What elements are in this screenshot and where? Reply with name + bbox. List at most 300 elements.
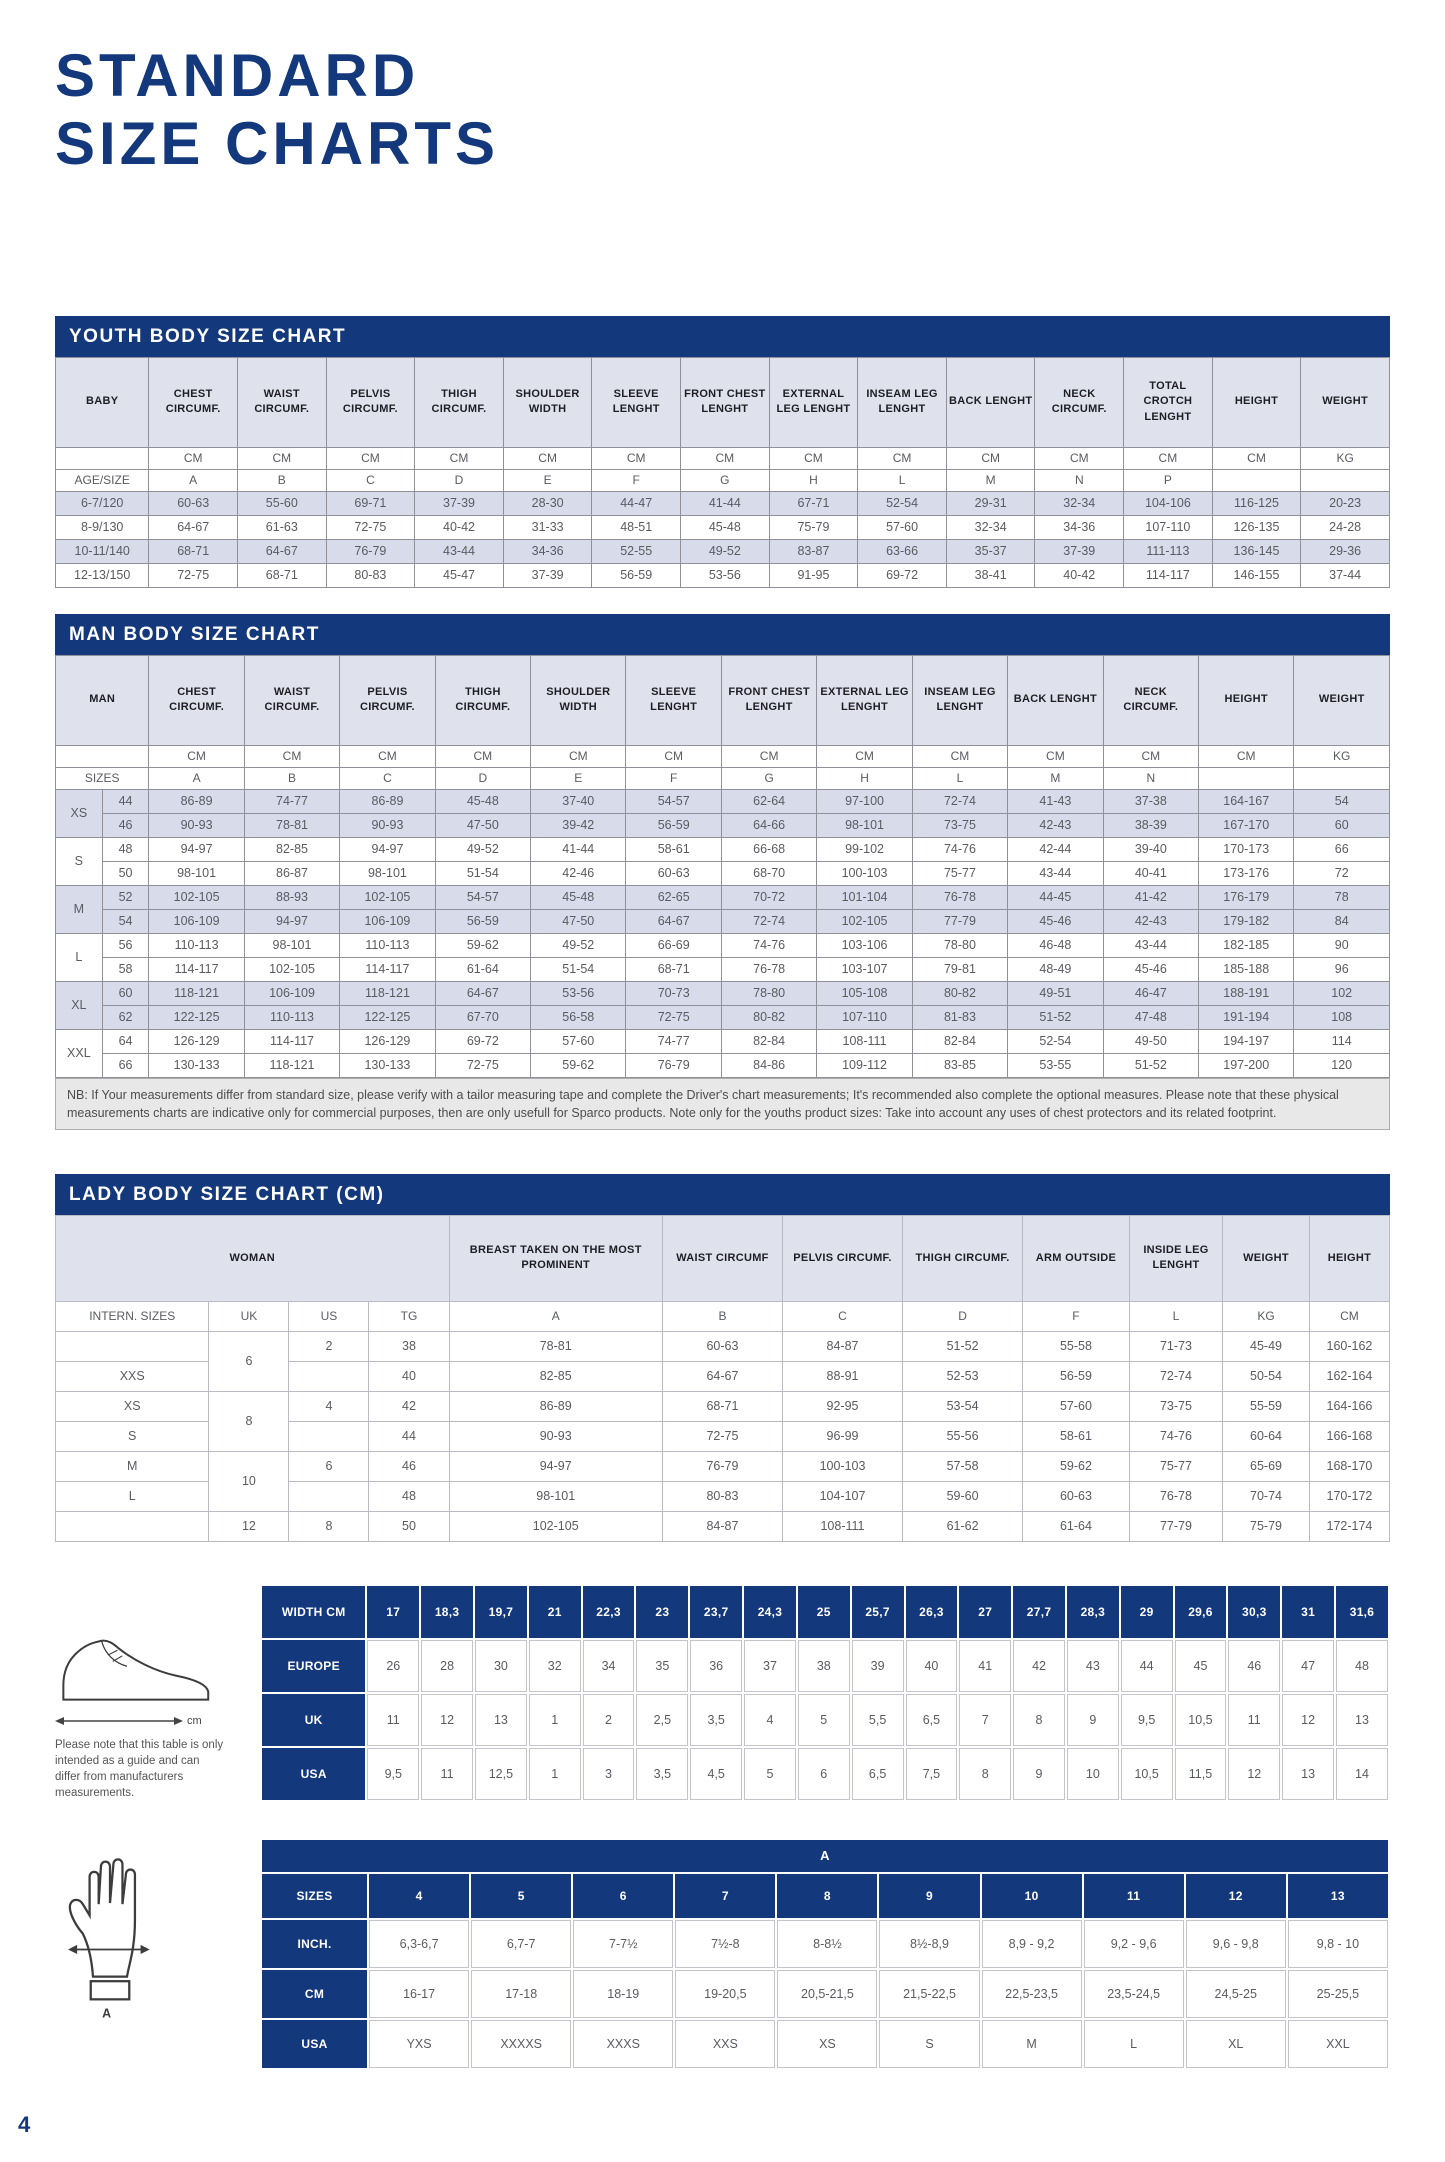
cell: 106-109 [244,981,339,1005]
corner-header: WIDTH CM [262,1586,365,1638]
cell: 40-42 [415,515,504,539]
subheader-cell: F [1023,1301,1130,1331]
cell: 72-75 [626,1005,721,1029]
cell: 12,5 [475,1748,527,1800]
column-header: 31 [1282,1586,1334,1638]
cell: 100-103 [817,861,912,885]
cell: 70-74 [1223,1481,1310,1511]
column-header: BACK LENGHT [1008,655,1103,745]
us-size-cell [289,1481,369,1511]
column-header: 28,3 [1067,1586,1119,1638]
unit-cell: CM [912,745,1007,767]
cell: 37 [744,1640,796,1692]
cell: XS [777,2020,877,2068]
cell: 43-44 [1008,861,1103,885]
cell: 29-36 [1301,539,1390,563]
cell: 72-74 [912,789,1007,813]
glove-side-panel [55,1838,260,2027]
row-label: 48 [102,837,149,861]
page-title [55,0,1390,178]
glove-measure-a-label: A [102,2006,112,2021]
table-row [56,1215,1390,1301]
cell: 52-53 [903,1361,1023,1391]
letter-cell: F [626,767,721,789]
cell: 39-40 [1103,837,1198,861]
cell: XXXXS [471,2020,571,2068]
cell: 64-67 [237,539,326,563]
cell: 107-110 [817,1005,912,1029]
cell: 49-52 [681,539,770,563]
cell: 41-44 [681,491,770,515]
cell: 49-52 [435,837,530,861]
table-row [262,1920,1388,1968]
cell: 45-48 [681,515,770,539]
cell: 45-48 [435,789,530,813]
cell: 55-58 [1023,1331,1130,1361]
cell: 60-64 [1223,1421,1310,1451]
cell: 114-117 [149,957,244,981]
cell: 8-8½ [777,1920,877,1968]
cell: 7,5 [906,1748,958,1800]
cell: 170-172 [1309,1481,1389,1511]
subheader-cell: TG [369,1301,449,1331]
cell: 98-101 [149,861,244,885]
letter-cell: G [721,767,816,789]
cell: 48-49 [1008,957,1103,981]
cell: 69-71 [326,491,415,515]
table-row [262,1874,1388,1918]
glove-size-table [260,1838,1390,2070]
cell: 50-54 [1223,1361,1310,1391]
subheader-cell: KG [1223,1301,1310,1331]
cell: 9,6 - 9,8 [1186,1920,1286,1968]
cell: 64-67 [435,981,530,1005]
cell: 41-43 [1008,789,1103,813]
column-header: 25,7 [852,1586,904,1638]
row-label: 56 [102,933,149,957]
cell: 60-63 [662,1331,782,1361]
cell: 16-17 [369,1970,469,2018]
cell: 72-75 [435,1053,530,1077]
cell: 59-60 [903,1481,1023,1511]
cell: 40-41 [1103,861,1198,885]
column-header: 18,3 [421,1586,473,1638]
cell: 102-105 [340,885,435,909]
cell: 49-50 [1103,1029,1198,1053]
us-size-cell: 6 [289,1451,369,1481]
cell: 65-69 [1223,1451,1310,1481]
us-size-cell: 8 [289,1511,369,1541]
cell: 146-155 [1212,563,1301,587]
cell: 43-44 [415,539,504,563]
cell: 82-85 [244,837,339,861]
glove-icon [55,1852,165,2022]
cell: 46-48 [1008,933,1103,957]
row-label: 10-11/140 [56,539,149,563]
corner-header: MAN [56,655,149,745]
cell: 78-80 [912,933,1007,957]
cell: 47-48 [1103,1005,1198,1029]
table-row [56,981,1390,1005]
letters-label: SIZES [56,767,149,789]
cell: 197-200 [1199,1053,1294,1077]
letter-cell: H [817,767,912,789]
cell: 35 [636,1640,688,1692]
row-label: XS [56,1391,209,1421]
cell: 106-109 [340,909,435,933]
column-header: 29 [1121,1586,1173,1638]
cell: 99-102 [817,837,912,861]
column-header: WEIGHT [1223,1215,1310,1301]
cell: 7 [959,1694,1011,1746]
cell [56,447,149,469]
cell: 172-174 [1309,1511,1389,1541]
cell: 75-77 [912,861,1007,885]
row-label: INCH. [262,1920,367,1968]
tg-size-cell: 50 [369,1511,449,1541]
unit-cell: KG [1301,447,1390,469]
letter-cell: E [531,767,626,789]
cell: 118-121 [340,981,435,1005]
tg-size-cell: 40 [369,1361,449,1391]
cell: 44-45 [1008,885,1103,909]
cell: 49-52 [531,933,626,957]
cell: 74-77 [244,789,339,813]
cell: 80-82 [912,981,1007,1005]
table-row [56,909,1390,933]
table-row [56,861,1390,885]
cell: 108-111 [817,1029,912,1053]
cell: 18-19 [573,1970,673,2018]
table-row [56,933,1390,957]
cell: 72-75 [662,1421,782,1451]
cell: 3 [583,1748,635,1800]
cell: 67-71 [769,491,858,515]
cell: 52-54 [858,491,947,515]
cell: 74-76 [1129,1421,1222,1451]
column-header: NECK CIRCUMF. [1103,655,1198,745]
cell: 61-64 [435,957,530,981]
row-label: 52 [102,885,149,909]
cell: 182-185 [1199,933,1294,957]
cell: 14 [1336,1748,1388,1800]
cell: 74-77 [626,1029,721,1053]
letter-cell: A [149,469,238,491]
cell: 60 [1294,813,1390,837]
subheader-cell: CM [1309,1301,1389,1331]
cell: 21,5-22,5 [879,1970,979,2018]
cell: 110-113 [340,933,435,957]
unit-cell: CM [858,447,947,469]
cell: 104-106 [1124,491,1213,515]
unit-cell: CM [769,447,858,469]
cell: 57-60 [858,515,947,539]
cell: 6,7-7 [471,1920,571,1968]
column-header: WEIGHT [1294,655,1390,745]
cell: 34-36 [503,539,592,563]
cell: 38-39 [1103,813,1198,837]
cell: 60-63 [626,861,721,885]
column-header: EXTERNAL LEG LENGHT [769,357,858,447]
corner-header: BABY [56,357,149,447]
cell: 24-28 [1301,515,1390,539]
glove-section [55,1838,1390,2070]
cell: 9 [1067,1694,1119,1746]
table-row [56,1511,1390,1541]
row-label [56,1511,209,1541]
cell: 114-117 [340,957,435,981]
cell: 28 [421,1640,473,1692]
cell: 53-54 [903,1391,1023,1421]
row-label: 60 [102,981,149,1005]
cell: 59-62 [531,1053,626,1077]
table-row [56,1301,1390,1331]
cell: 164-166 [1309,1391,1389,1421]
cell: 4,5 [690,1748,742,1800]
youth-section-header: YOUTH BODY SIZE CHART [55,316,1390,357]
cell: 39 [852,1640,904,1692]
cell: 168-170 [1309,1451,1389,1481]
cell: 56-59 [592,563,681,587]
column-header: CHEST CIRCUMF. [149,655,244,745]
cell: 49-51 [1008,981,1103,1005]
cell: 162-164 [1309,1361,1389,1391]
cell: 102-105 [449,1511,662,1541]
column-header: HEIGHT [1212,357,1301,447]
cell: 68-71 [149,539,238,563]
cell: 37-39 [503,563,592,587]
cell: 84 [1294,909,1390,933]
column-header: 12 [1186,1874,1286,1918]
table-row [56,469,1390,491]
cell: 25-25,5 [1288,1970,1388,2018]
cell: 4 [744,1694,796,1746]
cell: 83-87 [769,539,858,563]
cell: 82-85 [449,1361,662,1391]
cell: 66 [1294,837,1390,861]
cell: 58-61 [1023,1421,1130,1451]
column-header: PELVIS CIRCUMF. [340,655,435,745]
cell: S [879,2020,979,2068]
cell: 42 [1013,1640,1065,1692]
cell: 68-71 [626,957,721,981]
cell: 101-104 [817,885,912,909]
column-header: 6 [573,1874,673,1918]
letter-cell: L [912,767,1007,789]
cell: 103-107 [817,957,912,981]
shoe-side-panel [55,1584,260,1801]
table-row [56,515,1390,539]
column-header: ARM OUTSIDE [1023,1215,1130,1301]
cell: XL [1186,2020,1286,2068]
corner-header: WOMAN [56,1215,450,1301]
cell: 84-87 [662,1511,782,1541]
cell: 118-121 [244,1053,339,1077]
letter-cell: C [340,767,435,789]
row-label: CM [262,1970,367,2018]
cell: 38-41 [946,563,1035,587]
column-header: 17 [367,1586,419,1638]
letter-cell: N [1035,469,1124,491]
cell: 126-135 [1212,515,1301,539]
cell: 73-75 [1129,1391,1222,1421]
cell: 52-55 [592,539,681,563]
cell: 62-65 [626,885,721,909]
cell: 72-75 [149,563,238,587]
cell: 68-71 [662,1391,782,1421]
cell: 130-133 [340,1053,435,1077]
cell: 185-188 [1199,957,1294,981]
cell: 60-63 [149,491,238,515]
unit-cell: KG [1294,745,1390,767]
cell: 46 [1228,1640,1280,1692]
cell: 3,5 [636,1748,688,1800]
cell: 64-66 [721,813,816,837]
cell: L [1084,2020,1184,2068]
unit-cell: CM [1199,745,1294,767]
cell: 84-87 [782,1331,902,1361]
cell: 72-75 [326,515,415,539]
cell: 60-63 [1023,1481,1130,1511]
column-header: 19,7 [475,1586,527,1638]
cell: 98-101 [244,933,339,957]
cell: 56-59 [1023,1361,1130,1391]
size-group-label: XXL [56,1029,103,1077]
tg-size-cell: 38 [369,1331,449,1361]
cell: 32-34 [946,515,1035,539]
column-header: BACK LENGHT [946,357,1035,447]
cell: 110-113 [244,1005,339,1029]
cell: 66-68 [721,837,816,861]
cell: 54-57 [626,789,721,813]
youth-size-table [55,357,1390,588]
cell: 20,5-21,5 [777,1970,877,2018]
cell: 10,5 [1175,1694,1227,1746]
column-header: 30,3 [1228,1586,1280,1638]
subheader-cell: C [782,1301,902,1331]
column-header: INSIDE LEG LENGHT [1129,1215,1222,1301]
cell: 11 [367,1694,419,1746]
cell: 9,2 - 9,6 [1084,1920,1184,1968]
unit-cell: CM [149,745,244,767]
page-number: 4 [18,2112,31,2137]
cell: 102-105 [244,957,339,981]
cell: 40-42 [1035,563,1124,587]
cell: 80-83 [662,1481,782,1511]
size-group-label: XL [56,981,103,1029]
cell: 35-37 [946,539,1035,563]
cell: 75-79 [1223,1511,1310,1541]
shoe-size-table [260,1584,1390,1802]
column-header: BREAST TAKEN ON THE MOST PROMINENT [449,1215,662,1301]
uk-size-cell: 12 [209,1511,289,1541]
shoe-icon [55,1628,215,1706]
cell: 58-61 [626,837,721,861]
cell: 5 [744,1748,796,1800]
cell: 8 [959,1748,1011,1800]
column-header: PELVIS CIRCUMF. [782,1215,902,1301]
cell: 84-86 [721,1053,816,1077]
column-header: 8 [777,1874,877,1918]
cell: 13 [1282,1748,1334,1800]
cell: 86-89 [449,1391,662,1421]
cell: 56-58 [531,1005,626,1029]
cell: 126-129 [149,1029,244,1053]
table-row [56,837,1390,861]
row-label: 54 [102,909,149,933]
letter-cell: M [1008,767,1103,789]
page-title-line2: SIZE CHARTS [55,109,500,177]
corner-header: SIZES [262,1874,367,1918]
man-section [55,614,1390,1130]
cell: 76-79 [662,1451,782,1481]
unit-cell: CM [237,447,326,469]
cell: 94-97 [449,1451,662,1481]
cell: 12 [1282,1694,1334,1746]
cell: 42-43 [1103,909,1198,933]
cell: 80-83 [326,563,415,587]
letter-cell: A [149,767,244,789]
cell: XXL [1288,2020,1388,2068]
cell: 55-60 [237,491,326,515]
cell: 97-100 [817,789,912,813]
table-row [56,1053,1390,1077]
cell: 6,5 [906,1694,958,1746]
unit-cell: CM [244,745,339,767]
cell: 164-167 [1199,789,1294,813]
cell: 96-99 [782,1421,902,1451]
cell: 64-67 [149,515,238,539]
cell: 76-79 [626,1053,721,1077]
unit-cell: CM [681,447,770,469]
tg-size-cell: 42 [369,1391,449,1421]
cell: 51-54 [531,957,626,981]
cell: 36 [690,1640,742,1692]
cell: 73-75 [912,813,1007,837]
subheader-cell: US [289,1301,369,1331]
us-size-cell: 4 [289,1391,369,1421]
cell: 42-46 [531,861,626,885]
cell: 47-50 [435,813,530,837]
uk-size-cell: 8 [209,1391,289,1451]
cell: 69-72 [858,563,947,587]
letter-cell: B [237,469,326,491]
cell: 70-73 [626,981,721,1005]
cell: 90 [1294,933,1390,957]
cell: 57-60 [531,1029,626,1053]
cell: 98-101 [449,1481,662,1511]
cell: 3,5 [690,1694,742,1746]
cell: 9 [1013,1748,1065,1800]
table-row [56,447,1390,469]
column-header: FRONT CHEST LENGHT [681,357,770,447]
cell: 42-43 [1008,813,1103,837]
column-header: WAIST CIRCUMF. [244,655,339,745]
row-label: 44 [102,789,149,813]
shoe-length-arrow [55,1715,215,1727]
cell: 2 [583,1694,635,1746]
uk-size-cell: 6 [209,1331,289,1391]
cell: 82-84 [912,1029,1007,1053]
cell: 59-62 [435,933,530,957]
cell: 102-105 [817,909,912,933]
unit-cell: CM [626,745,721,767]
cell: 167-170 [1199,813,1294,837]
cell: 103-106 [817,933,912,957]
cell: 29-31 [946,491,1035,515]
cell: 61-62 [903,1511,1023,1541]
cell: 82-84 [721,1029,816,1053]
